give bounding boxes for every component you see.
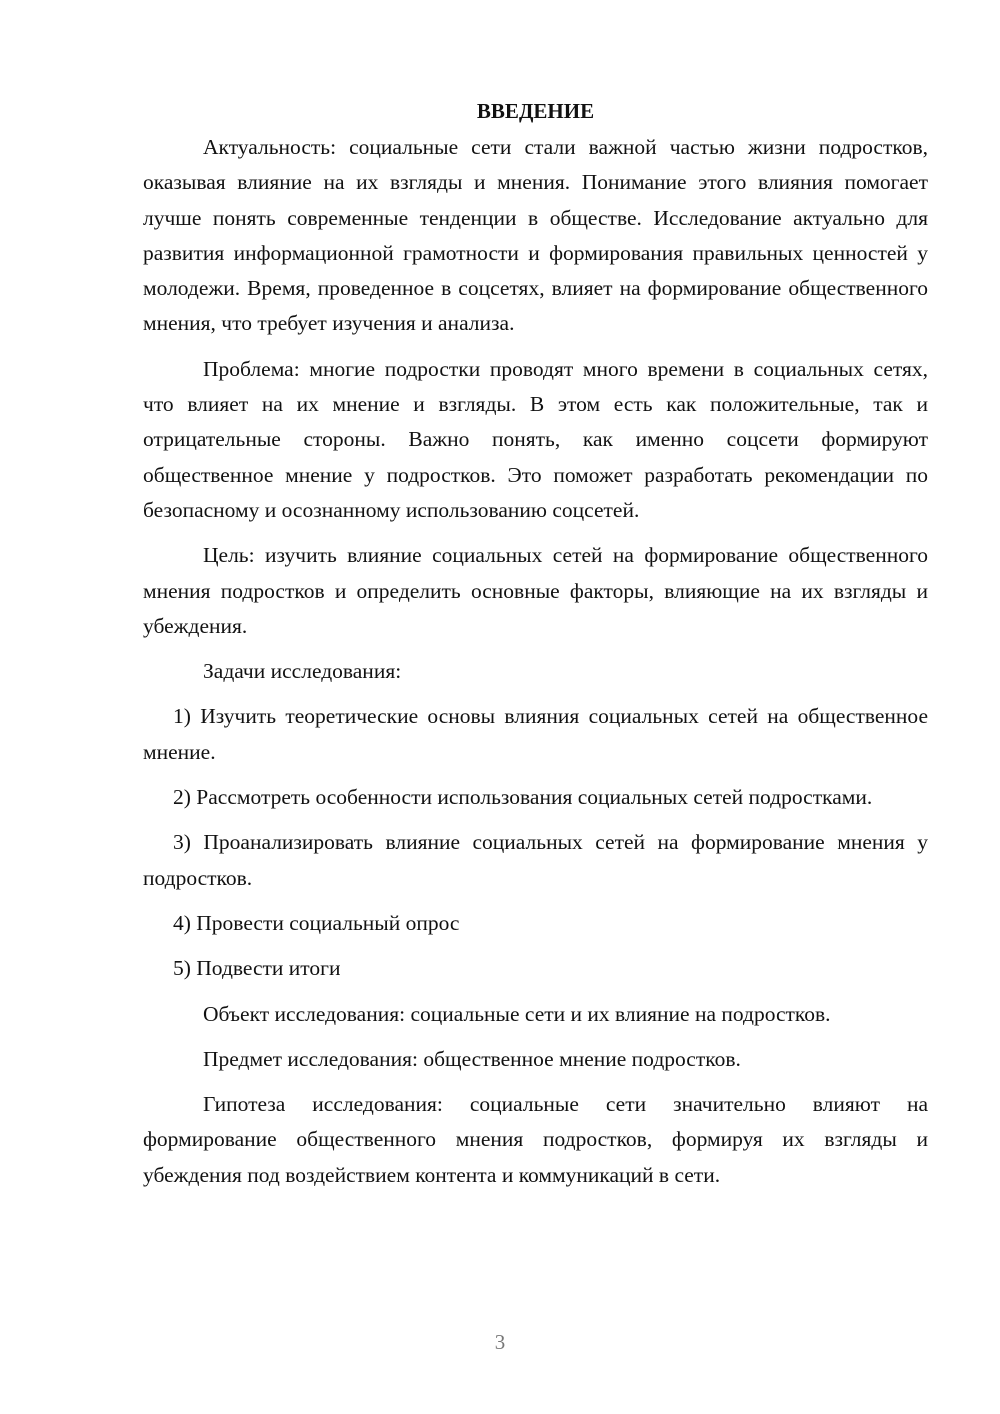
goal-paragraph: Цель: изучить влияние социальных сетей на формирование общественного мнения подростков и определить основные факторы, влияющие на их взгляды и убеждения.: [143, 543, 928, 638]
problem-paragraph: Проблема: многие подростки проводят много времени в социальных сетях, что влияет на их мнение и взгляды. В этом есть как положительные, так и отрицательные стороны. Важно понять, как именно соцсети формируют общественное мнение у подростков. Это поможет разработать рекомендации по безопасному и осознанному использованию соцсетей.: [143, 356, 928, 522]
task-item-2: 2) Рассмотреть особенности использования социальных сетей подростками.: [173, 785, 873, 810]
hypothesis-paragraph: Гипотеза исследования: социальные сети значительно влияют на формирование общественного мнения подростков, формируя их взгляды и убеждения под воздействием контента и коммуникаций в сети.: [143, 1092, 928, 1187]
page-number: 3: [494, 1330, 506, 1354]
subject-paragraph: Предмет исследования: общественное мнение подростков.: [203, 1046, 741, 1071]
tasks-heading: Задачи исследования:: [203, 659, 402, 684]
section-title: ВВЕДЕНИЕ: [476, 99, 595, 123]
task-item-5: 5) Подвести итоги: [173, 956, 341, 981]
page-content: [143, 92, 928, 1193]
task-item-3: 3) Проанализировать влияние социальных сетей на формирование мнения у подростков.: [143, 830, 928, 890]
object-paragraph: Объект исследования: социальные сети и их влияние на подростков.: [203, 1001, 831, 1026]
task-item-1: 1) Изучить теоретические основы влияния социальных сетей на общественное мнение.: [143, 704, 928, 764]
task-item-4: 4) Провести социальный опрос: [173, 910, 460, 935]
relevance-paragraph: Актуальность: социальные сети стали важной частью жизни подростков, оказывая влияние на их взгляды и мнения. Понимание этого влияния помогает лучше понять современные тенденции в обществе. Исследование актуально для развития информационной грамотности и формирования правильных ценностей у молодежи. Время, проведенное в соцсетях, влияет на формирование общественного мнения, что требует изучения и анализа.: [143, 135, 928, 336]
